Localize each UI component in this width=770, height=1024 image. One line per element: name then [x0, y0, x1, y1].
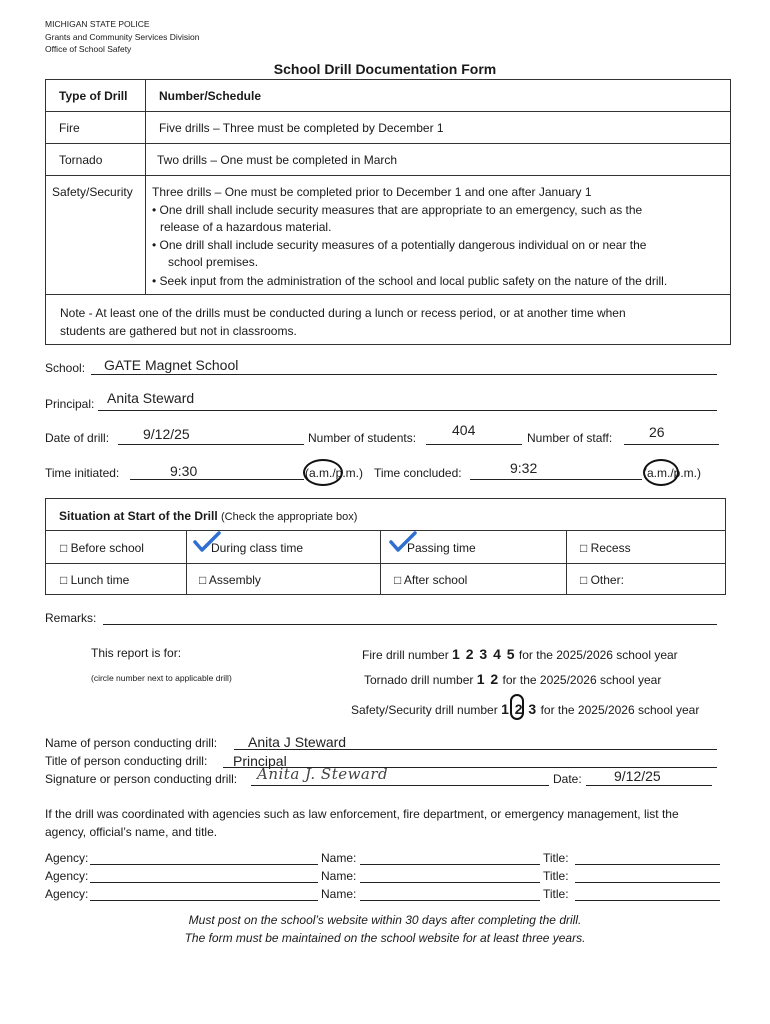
circle-instruction: (circle number next to applicable drill) [91, 673, 232, 683]
table-column-divider [186, 530, 187, 594]
option-before-school[interactable]: □ Before school [60, 541, 144, 555]
agency-label: Agency: [45, 887, 89, 901]
agency-name: MICHIGAN STATE POLICE [45, 19, 150, 29]
safety-bullet: • Seek input from the administration of the school and local public safety on the nature of the drill. [152, 274, 668, 288]
safety-drill-year: for the 2025/2026 school year [540, 703, 700, 717]
table-divider [46, 111, 730, 112]
table-column-divider [145, 80, 146, 294]
time-concluded-label: Time concluded: [374, 466, 462, 480]
time-initiated-value: 9:30 [170, 463, 198, 479]
agency-header [45, 18, 199, 56]
agency-title-label: Title: [543, 869, 569, 883]
note-text-cont: students are gathered but not in classrooms. [60, 324, 297, 338]
agency-name-label: Name: [321, 869, 357, 883]
students-label: Number of students: [308, 431, 417, 445]
agency-name-label: Name: [321, 851, 357, 865]
fire-drill-numbers[interactable]: 1 2 3 4 5 [452, 646, 516, 662]
safety-drill-numbers[interactable]: 1 2 3 [501, 701, 538, 717]
tornado-drill-numbers[interactable]: 1 2 [476, 671, 500, 687]
school-label: School: [45, 361, 86, 375]
note-text: Note - At least one of the drills must be conducted during a lunch or recess period, or at another time when [60, 306, 626, 320]
agency-title-label: Title: [543, 851, 569, 865]
table-divider [46, 563, 725, 564]
principal-label: Principal: [45, 397, 95, 411]
agency-title-field[interactable] [575, 867, 720, 883]
am-circle-mark [303, 459, 343, 486]
schedule-safety: Three drills – One must be completed prior to December 1 and one after January 1 [152, 185, 592, 199]
table-divider [46, 143, 730, 144]
header-number-schedule: Number/Schedule [159, 89, 262, 103]
safety-bullet-cont: release of a hazardous material. [160, 220, 332, 234]
time-initiated-field[interactable] [130, 465, 304, 480]
safety-bullet-cont: school premises. [168, 255, 259, 269]
safety-drill-row [351, 701, 699, 717]
option-recess[interactable]: □ Recess [580, 541, 631, 555]
agency-label: Agency: [45, 851, 89, 865]
coordination-text-cont: agency, official’s name, and title. [45, 825, 218, 839]
signature-date-value: 9/12/25 [614, 768, 661, 784]
table-divider [46, 530, 725, 531]
situation-title [59, 509, 357, 523]
signature-date-label: Date: [553, 772, 582, 786]
time-initiated-label: Time initiated: [45, 466, 120, 480]
signature-label: Signature or person conducting drill: [45, 772, 238, 786]
tornado-drill-label: Tornado drill number [364, 673, 474, 687]
date-of-drill-value: 9/12/25 [143, 426, 190, 442]
signature-value: Anita J. Steward [257, 765, 389, 783]
header-type-of-drill: Type of Drill [59, 89, 128, 103]
option-after-school[interactable]: □ After school [394, 573, 468, 587]
agency-label: Agency: [45, 869, 89, 883]
person-title-value: Principal [233, 753, 287, 769]
agency-name-field[interactable] [360, 867, 540, 883]
option-other[interactable]: □ Other: [580, 573, 624, 587]
safety-bullet: • One drill shall include security measures that are appropriate to an emergency, such as the [152, 203, 643, 217]
option-passing-time[interactable]: Passing time [407, 541, 476, 555]
remarks-field[interactable] [103, 609, 717, 625]
person-name-label: Name of person conducting drill: [45, 736, 218, 750]
drill-type-fire: Fire [59, 121, 80, 135]
fire-drill-year: for the 2025/2026 school year [518, 648, 678, 662]
schedule-fire: Five drills – Three must be completed by December 1 [159, 121, 444, 135]
ampm-concluded: (a.m./p.m.) [643, 466, 702, 480]
remarks-label: Remarks: [45, 611, 97, 625]
agency-field[interactable] [90, 867, 318, 883]
principal-value: Anita Steward [107, 390, 195, 406]
person-name-value: Anita J Steward [248, 734, 347, 750]
person-title-label: Title of person conducting drill: [45, 754, 208, 768]
drill-type-tornado: Tornado [59, 153, 103, 167]
safety-bullet: • One drill shall include security measures of a potentially dangerous individual on or near the [152, 238, 647, 252]
drill-number-circle-mark [510, 694, 524, 720]
students-value: 404 [452, 422, 476, 438]
table-divider [46, 175, 730, 176]
fire-drill-label: Fire drill number [362, 648, 449, 662]
agency-name-field[interactable] [360, 885, 540, 901]
agency-name-field[interactable] [360, 849, 540, 865]
agency-field[interactable] [90, 885, 318, 901]
fire-drill-row [362, 646, 678, 662]
ampm-initiated: (a.m./p.m.) [305, 466, 364, 480]
school-value: GATE Magnet School [104, 357, 239, 373]
date-of-drill-label: Date of drill: [45, 431, 110, 445]
staff-value: 26 [649, 424, 665, 440]
agency-title-label: Title: [543, 887, 569, 901]
time-concluded-value: 9:32 [510, 460, 538, 476]
office-name: Office of School Safety [45, 44, 132, 54]
agency-title-field[interactable] [575, 885, 720, 901]
situation-title-bold: Situation at Start of the Drill [59, 509, 218, 523]
division-name: Grants and Community Services Division [45, 31, 200, 42]
tornado-drill-year: for the 2025/2026 school year [502, 673, 662, 687]
tornado-drill-row [364, 671, 661, 687]
drill-type-safety: Safety/Security [52, 185, 133, 199]
situation-title-note: (Check the appropriate box) [221, 511, 358, 523]
footer-note: Must post on the school’s website within 30 days after completing the drill. [188, 913, 582, 927]
option-assembly[interactable]: □ Assembly [199, 573, 261, 587]
staff-label: Number of staff: [527, 431, 613, 445]
staff-field[interactable] [624, 430, 719, 445]
option-lunch-time[interactable]: □ Lunch time [60, 573, 130, 587]
report-for-label: This report is for: [91, 646, 182, 660]
coordination-text: If the drill was coordinated with agencies such as law enforcement, fire department, or emergency management, list the [45, 807, 679, 821]
table-divider [46, 294, 730, 295]
footer-note-cont: The form must be maintained on the school website for at least three years. [184, 931, 586, 945]
agency-name-label: Name: [321, 887, 357, 901]
form-title: School Drill Documentation Form [273, 61, 497, 77]
agency-title-field[interactable] [575, 849, 720, 865]
table-column-divider [566, 530, 567, 594]
table-column-divider [380, 530, 381, 594]
schedule-tornado: Two drills – One must be completed in March [157, 153, 398, 167]
agency-field[interactable] [90, 849, 318, 865]
option-during-class-time[interactable]: During class time [211, 541, 304, 555]
time-concluded-field[interactable] [470, 465, 642, 480]
safety-drill-label: Safety/Security drill number [351, 703, 498, 717]
am-circle-mark [643, 459, 679, 486]
